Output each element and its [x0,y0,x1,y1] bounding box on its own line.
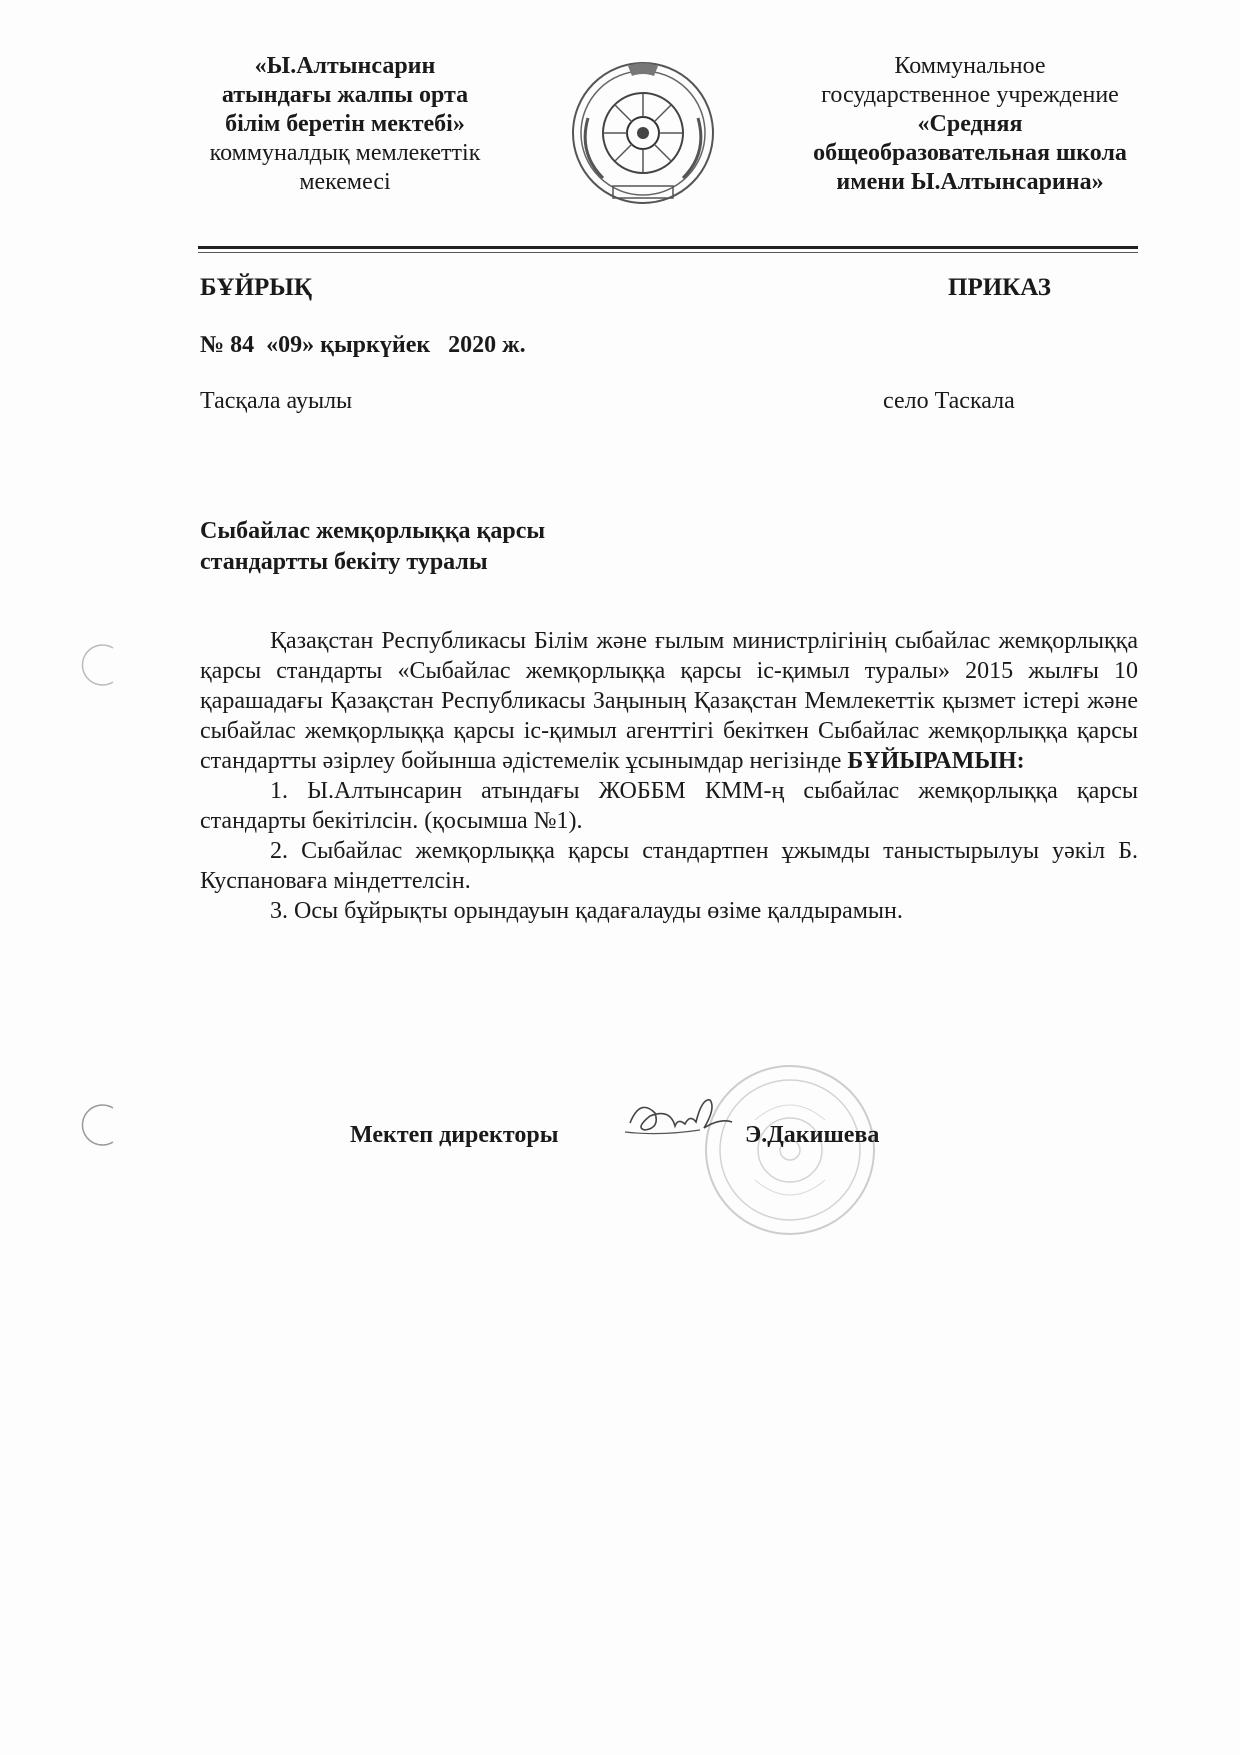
header-ru-line: имени Ы.Алтынсарина» [836,169,1104,195]
header-ru [780,52,1160,197]
header-kz-line: «Ы.Алтынсарин [254,53,436,79]
round-seal-stamp [700,1060,880,1240]
body-intro [200,626,1138,776]
order-body [200,626,1138,926]
header-ru-line: Коммунальное [894,53,1046,79]
order-number-date: № 84 «09» қыркүйек 2020 ж. [200,332,526,358]
punch-hole-icon [78,1100,128,1150]
header-divider-thin [198,252,1138,253]
order-subject [200,516,720,578]
order-item: 2. Сыбайлас жемқорлыққа қарсы стандартпен ұжымды таныстырылуы уәкіл Б. Куспановаға міндеттелсін. [200,838,1138,894]
order-item: 3. Осы бұйрықты орындауын қадағалауды өзіме қалдырамын. [270,898,903,924]
handwritten-signature [620,1088,740,1148]
header-kz [180,52,510,197]
header-divider [198,246,1138,249]
header-kz-line: мекемесі [299,169,391,195]
signatory-title: Мектеп директоры [350,1122,559,1148]
subject-line: стандартты бекіту туралы [200,549,488,575]
doc-title-kz: БҰЙРЫҚ [200,274,312,301]
order-item: 1. Ы.Алтынсарин атындағы ЖОББМ КММ-ң сыбайлас жемқорлыққа қарсы стандарты бекітілсін. (қосымша №1). [200,778,1138,834]
place-ru: село Таскала [883,388,1015,414]
header-ru-line: «Средняя [917,111,1023,137]
header-ru-line: общеобразовательная школа [813,140,1127,166]
place-kz: Тасқала ауылы [200,388,353,414]
body-intro-bold: БҰЙЫРАМЫН: [847,748,1025,774]
header-kz-line: атындағы жалпы орта [221,82,469,108]
signatory-name: Э.Дакишева [745,1122,880,1148]
subject-line: Сыбайлас жемқорлыққа қарсы [200,518,546,544]
header-kz-line: білім беретін мектебі» [225,111,465,137]
doc-title-ru: ПРИКАЗ [948,274,1051,301]
kazakhstan-emblem-icon [568,58,718,208]
header-ru-line: государственное учреждение [821,82,1119,108]
body-intro-text: Қазақстан Республикасы Білім және ғылым министрлігінің сыбайлас жемқорлыққа қарсы стандарты «Сыбайлас жемқорлыққа қарсы іс-қимыл туралы» 2015 жылғы 10 қарашадағы Қазақстан Республикасы Заңының Қазақстан Мемлекеттік қызмет істері және сыбайлас жемқорлыққа қарсы іс-қимыл агенттігі бекіткен Сыбайлас жемқорлыққа қарсы стандартты әзірлеу бойынша әдістемелік ұсынымдар негізінде [200,628,1138,774]
punch-hole-icon [78,640,128,690]
header-kz-line: коммуналдық мемлекеттік [209,140,481,166]
